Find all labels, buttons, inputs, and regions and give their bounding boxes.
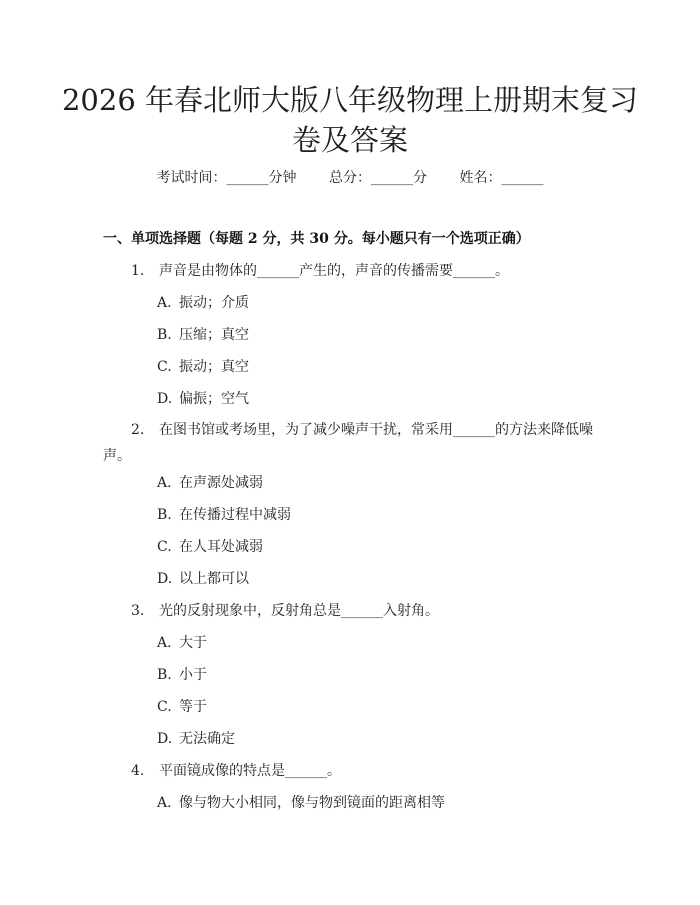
option-letter: A. [157, 795, 172, 811]
question-4-option-a [157, 793, 445, 813]
question-1 [131, 261, 509, 281]
student-name-field: 姓名：______ [459, 170, 544, 186]
exam-info-row [0, 168, 700, 188]
option-text: 小于 [179, 667, 207, 683]
question-2-option-d [157, 569, 249, 589]
option-letter: D. [157, 391, 173, 407]
question-3-option-a [157, 633, 207, 653]
exam-time-field: 考试时间：______分钟 [156, 170, 297, 186]
question-text: 平面镜成像的特点是______。 [159, 763, 341, 779]
option-text: 在人耳处减弱 [179, 539, 263, 555]
question-text: 声音是由物体的______产生的，声音的传播需要______。 [159, 263, 509, 279]
question-2-option-c [157, 537, 263, 557]
option-letter: C. [157, 539, 172, 555]
question-1-option-a [157, 293, 249, 313]
question-number: 4. [131, 763, 145, 779]
option-letter: B. [157, 507, 172, 523]
option-text: 偏振；空气 [179, 391, 249, 407]
question-4 [131, 761, 341, 781]
option-letter: C. [157, 699, 172, 715]
option-text: 大于 [179, 635, 207, 651]
option-letter: B. [157, 667, 172, 683]
option-letter: A. [157, 635, 172, 651]
question-1-option-d [157, 389, 249, 409]
page-title-line2: 卷及答案 [291, 123, 408, 157]
option-text: 像与物大小相同，像与物到镜面的距离相等 [179, 795, 445, 811]
option-letter: C. [157, 359, 172, 375]
option-text: 在传播过程中减弱 [179, 507, 291, 523]
section-heading: 一、单项选择题（每题 2 分，共 30 分。每小题只有一个选项正确） [103, 231, 530, 247]
option-letter: D. [157, 731, 173, 747]
question-3-option-c [157, 697, 207, 717]
question-3 [131, 601, 439, 621]
question-text: 光的反射现象中，反射角总是______入射角。 [159, 603, 439, 619]
option-text: 无法确定 [179, 731, 235, 747]
option-text: 以上都可以 [179, 571, 249, 587]
question-3-option-b [157, 665, 207, 685]
question-2 [103, 417, 603, 469]
question-1-option-c [157, 357, 249, 377]
option-text: 在声源处减弱 [179, 475, 263, 491]
question-1-option-b [157, 325, 249, 345]
option-letter: A. [157, 475, 172, 491]
question-number: 2. [131, 422, 145, 438]
question-number: 1. [131, 263, 145, 279]
question-2-option-b [157, 505, 291, 525]
option-text: 压缩；真空 [179, 327, 249, 343]
option-letter: B. [157, 327, 172, 343]
total-score-field: 总分：______分 [329, 170, 427, 186]
question-3-option-d [157, 729, 235, 749]
question-text: 在图书馆或考场里，为了减少噪声干扰，常采用______的方法来降低噪声。 [103, 422, 593, 464]
question-number: 3. [131, 603, 145, 619]
option-letter: A. [157, 295, 172, 311]
option-text: 振动；介质 [179, 295, 249, 311]
option-text: 振动；真空 [179, 359, 249, 375]
option-letter: D. [157, 571, 173, 587]
question-2-option-a [157, 473, 263, 493]
option-text: 等于 [179, 699, 207, 715]
page-title-line1: 2026 年春北师大版八年级物理上册期末复习 [61, 83, 639, 117]
